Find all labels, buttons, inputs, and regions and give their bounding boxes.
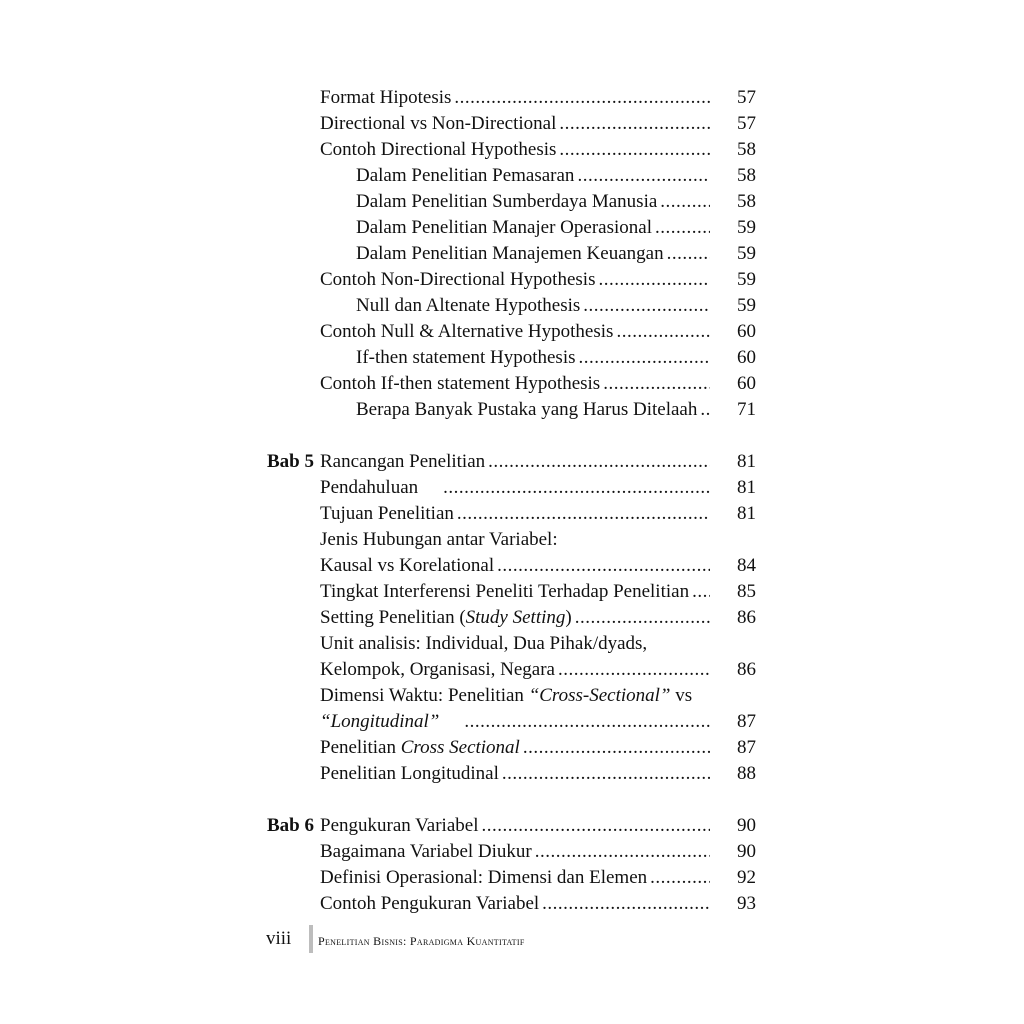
- leader-dots: [457, 501, 710, 527]
- toc-page-number: 88: [737, 763, 756, 784]
- toc-entry-title: Kausal vs Korelational: [320, 555, 495, 576]
- leader-dots: [616, 319, 710, 345]
- toc-entry-title: Unit analisis: Individual, Dua Pihak/dyads,: [320, 633, 648, 654]
- toc-entry: [320, 709, 712, 735]
- toc-page-number: 71: [737, 399, 756, 420]
- toc-entry-title: [320, 605, 572, 631]
- toc-entry-title: Definisi Operasional: Dimensi dan Elemen: [320, 867, 648, 888]
- footer-page-number: viii: [266, 928, 292, 949]
- toc-entry: [320, 839, 712, 865]
- leader-dots: [660, 189, 710, 215]
- title-text: ): [565, 607, 572, 628]
- leader-dots: [454, 85, 710, 111]
- toc-entry: [320, 85, 712, 111]
- toc-page-number: 59: [737, 295, 756, 316]
- leader-dots: [667, 241, 710, 267]
- leader-dots: [488, 449, 710, 475]
- title-text: Setting Penelitian (: [320, 607, 466, 628]
- toc-entry-title: Tujuan Penelitian: [320, 503, 454, 524]
- toc-entry-title: Pendahuluan: [320, 477, 419, 498]
- toc-entry-title: Dalam Penelitian Manajemen Keuangan: [356, 243, 664, 264]
- toc-entry: [320, 735, 712, 761]
- toc-entry-title: Kelompok, Organisasi, Negara: [320, 659, 555, 680]
- leader-dots: [655, 215, 710, 241]
- toc-page-number: 81: [737, 477, 756, 498]
- toc-entry-title: Rancangan Penelitian: [320, 451, 486, 472]
- toc-entry-title: Dalam Penelitian Manajer Operasional: [356, 217, 652, 238]
- toc-entry-title: Jenis Hubungan antar Variabel:: [320, 529, 558, 550]
- toc-page-number: 81: [737, 451, 756, 472]
- leader-dots: [535, 839, 710, 865]
- leader-dots: [497, 553, 710, 579]
- leader-dots: [558, 657, 710, 683]
- toc-entry: [320, 761, 712, 787]
- toc-entry-title: Format Hipotesis: [320, 87, 452, 108]
- toc-entry-title: Pengukuran Variabel: [320, 815, 479, 836]
- toc-entry-title: [320, 683, 692, 709]
- toc-entry-title: Contoh Null & Alternative Hypothesis: [320, 321, 614, 342]
- leader-dots: [577, 163, 710, 189]
- footer-book-title: Penelitian Bisnis: Paradigma Kuantitatif: [318, 934, 525, 948]
- leader-dots: [575, 605, 710, 631]
- toc-entry: [320, 865, 712, 891]
- toc-subentry: [356, 293, 712, 319]
- leader-dots: [559, 137, 710, 163]
- title-text: Dimensi Waktu: Penelitian: [320, 685, 529, 706]
- toc-subentry: [356, 241, 712, 267]
- toc-entry-title: Bagaimana Variabel Diukur: [320, 841, 532, 862]
- leader-dots: [650, 865, 710, 891]
- toc-entry: [320, 319, 712, 345]
- title-text: Penelitian: [320, 737, 401, 758]
- toc-page-number: 90: [737, 841, 756, 862]
- toc-page-number: 58: [737, 165, 756, 186]
- chapter-label: Bab 6: [267, 815, 314, 836]
- toc-entry-title: [320, 735, 520, 761]
- toc-entry: [320, 267, 712, 293]
- toc-entry: [320, 891, 712, 917]
- leader-dots: [523, 735, 710, 761]
- leader-dots: [598, 267, 710, 293]
- toc-page-number: 59: [737, 217, 756, 238]
- toc-subentry: [356, 189, 712, 215]
- leader-dots: [542, 891, 710, 917]
- title-italic: Cross Sectional: [400, 737, 520, 758]
- toc-entry-title: Contoh Pengukuran Variabel: [320, 893, 540, 914]
- leader-dots: [700, 397, 710, 423]
- toc-page-number: 58: [737, 139, 756, 160]
- toc-entry: [320, 501, 712, 527]
- toc-page-number: 90: [737, 815, 756, 836]
- toc-page-number: 59: [737, 243, 756, 264]
- toc-entry-title: Dalam Penelitian Pemasaran: [356, 165, 575, 186]
- footer-divider: [309, 925, 313, 953]
- toc-entry: [320, 579, 712, 605]
- leader-dots: [502, 761, 710, 787]
- toc-page-number: 87: [737, 711, 756, 732]
- toc-entry-title: Null dan Altenate Hypothesis: [356, 295, 581, 316]
- toc-entry: [320, 137, 712, 163]
- toc-page-number: 81: [737, 503, 756, 524]
- toc-page-number: 57: [737, 113, 756, 134]
- toc-page-number: 92: [737, 867, 756, 888]
- toc-subentry: [356, 215, 712, 241]
- toc-page-number: 86: [737, 607, 756, 628]
- toc-entry: [320, 371, 712, 397]
- title-italic: “Cross-Sectional”: [528, 685, 671, 706]
- toc-entry: [320, 111, 712, 137]
- toc-entry: [320, 475, 712, 501]
- toc-page-number: 59: [737, 269, 756, 290]
- toc-entry-title: Penelitian Longitudinal: [320, 763, 499, 784]
- toc-entry: [320, 553, 712, 579]
- toc-page-number: 86: [737, 659, 756, 680]
- toc-page-number: 57: [737, 87, 756, 108]
- toc-entry: [320, 657, 712, 683]
- toc-page-number: 87: [737, 737, 756, 758]
- title-italic: “Longitudinal”: [320, 711, 440, 732]
- toc-entry-title: Dalam Penelitian Sumberdaya Manusia: [356, 191, 658, 212]
- toc-entry-title: If-then statement Hypothesis: [356, 347, 576, 368]
- toc-entry: [320, 449, 712, 475]
- toc-subentry: [356, 397, 712, 423]
- toc-page-number: 60: [737, 347, 756, 368]
- chapter-label: Bab 5: [267, 451, 314, 472]
- leader-dots: [579, 345, 710, 371]
- leader-dots: [464, 709, 710, 735]
- title-text: vs: [670, 685, 693, 706]
- title-italic: Study Setting: [465, 607, 566, 628]
- toc-entry-title: Contoh If-then statement Hypothesis: [320, 373, 601, 394]
- leader-dots: [443, 475, 710, 501]
- toc-entry-title: Contoh Non-Directional Hypothesis: [320, 269, 596, 290]
- leader-dots: [583, 293, 710, 319]
- toc-page-number: 84: [737, 555, 756, 576]
- toc-entry-title: Berapa Banyak Pustaka yang Harus Ditelaah: [356, 399, 698, 420]
- toc-page-number: 58: [737, 191, 756, 212]
- leader-dots: [559, 111, 710, 137]
- toc-page-number: 60: [737, 321, 756, 342]
- toc-page-number: 85: [737, 581, 756, 602]
- toc-entry-title: Tingkat Interferensi Peneliti Terhadap Penelitian: [320, 581, 690, 602]
- toc-entry-title: Directional vs Non-Directional: [320, 113, 557, 134]
- toc-page-number: 93: [737, 893, 756, 914]
- toc-subentry: [356, 163, 712, 189]
- toc-subentry: [356, 345, 712, 371]
- toc-entry: [320, 813, 712, 839]
- toc-entry-title: Contoh Directional Hypothesis: [320, 139, 557, 160]
- leader-dots: [481, 813, 710, 839]
- leader-dots: [692, 579, 710, 605]
- leader-dots: [603, 371, 710, 397]
- toc-page-number: 60: [737, 373, 756, 394]
- toc-entry: [320, 605, 712, 631]
